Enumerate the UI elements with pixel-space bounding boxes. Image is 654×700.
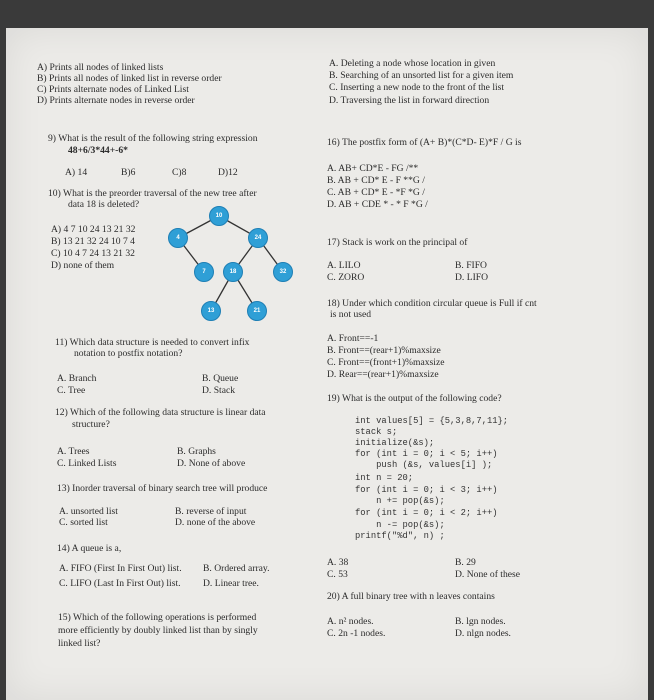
tree-node-21: 21 <box>247 301 267 321</box>
right-option-a: A. Deleting a node whose location in given <box>329 58 496 69</box>
q17-question: 17) Stack is work on the principal of <box>327 237 468 248</box>
q18-option-d: D. Rear==(rear+1)%maxsize <box>327 369 439 380</box>
q19-option-c: C. 53 <box>327 569 348 580</box>
tree-node-24: 24 <box>248 228 268 248</box>
q12-option-c: C. Linked Lists <box>57 458 117 469</box>
q15-line2: more efficiently by doubly linked list than by singly <box>58 625 258 636</box>
q16-option-c: C. AB + CD* E - *F *G / <box>327 187 425 198</box>
q17-option-c: C. ZORO <box>327 272 365 283</box>
q16-option-d: D. AB + CDE * - * F *G / <box>327 199 428 210</box>
q9-option-a: A) 14 <box>65 167 88 178</box>
q9-expression: 48+6/3*44+-6* <box>68 145 128 156</box>
q14-option-a: A. FIFO (First In First Out) list. <box>59 563 182 574</box>
q19-code-line: initialize(&s); <box>355 438 435 448</box>
q17-option-d: D. LIFO <box>455 272 489 283</box>
q13-option-a: A. unsorted list <box>59 506 118 517</box>
q19-code-line: int n = 20; <box>355 473 414 483</box>
option-d: D) Prints alternate nodes in reverse order <box>37 95 195 106</box>
q15-line1: 15) Which of the following operations is performed <box>58 612 257 623</box>
q18-option-a: A. Front==-1 <box>327 333 379 344</box>
q19-code-line: int values[5] = {5,3,8,7,11}; <box>355 416 509 426</box>
q9-option-c: C)8 <box>172 167 187 178</box>
q14-option-c: C. LIFO (Last In First Out) list. <box>59 578 181 589</box>
right-option-d: D. Traversing the list in forward direction <box>329 95 490 106</box>
q14-option-b: B. Ordered array. <box>203 563 270 574</box>
q9-question: 9) What is the result of the following string expression <box>48 133 258 144</box>
q20-option-b: B. lgn nodes. <box>455 616 506 627</box>
q12-line2: structure? <box>72 419 110 430</box>
q13-option-b: B. reverse of input <box>175 506 247 517</box>
q20-option-c: C. 2n -1 nodes. <box>327 628 386 639</box>
q19-code-line: stack s; <box>355 427 398 437</box>
tree-node-13: 13 <box>201 301 221 321</box>
q9-option-d: D)12 <box>218 167 238 178</box>
q20-option-d: D. nlgn nodes. <box>455 628 511 639</box>
q19-code-line: printf("%d", n) ; <box>355 531 445 541</box>
q12-option-a: A. Trees <box>57 446 90 457</box>
q13-question: 13) Inorder traversal of binary search tree will produce <box>57 483 268 494</box>
q11-option-c: C. Tree <box>57 385 86 396</box>
q14-question: 14) A queue is a, <box>57 543 122 554</box>
q10-option-a: A) 4 7 10 24 13 21 32 <box>51 224 136 235</box>
q10-option-b: B) 13 21 32 24 10 7 4 <box>51 236 135 247</box>
q19-code-line: n -= pop(&s); <box>355 520 445 530</box>
q16-question: 16) The postfix form of (A+ B)*(C*D- E)*F / G is <box>327 137 522 148</box>
q19-option-d: D. None of these <box>455 569 521 580</box>
option-c: C) Prints alternate nodes of Linked List <box>37 84 189 95</box>
q10-line1: 10) What is the preorder traversal of the new tree after <box>48 188 257 199</box>
right-option-b: B. Searching of an unsorted list for a given item <box>329 70 514 81</box>
q17-option-a: A. LILO <box>327 260 361 271</box>
q19-option-a: A. 38 <box>327 557 349 568</box>
q9-option-b: B)6 <box>121 167 136 178</box>
q10-line2: data 18 is deleted? <box>68 199 140 210</box>
q20-option-a: A. n² nodes. <box>327 616 374 627</box>
q18-line2: is not used <box>330 309 372 320</box>
option-a: A) Prints all nodes of linked lists <box>37 62 164 73</box>
q12-line1: 12) Which of the following data structure is linear data <box>55 407 266 418</box>
tree-node-4: 4 <box>168 228 188 248</box>
tree-node-10: 10 <box>209 206 229 226</box>
q12-option-b: B. Graphs <box>177 446 216 457</box>
tree-node-18: 18 <box>223 262 243 282</box>
q19-code-line: n += pop(&s); <box>355 496 445 506</box>
q13-option-c: C. sorted list <box>59 517 108 528</box>
q19-code-line: push (&s, values[i] ); <box>355 460 493 470</box>
q10-option-d: D) none of them <box>51 260 115 271</box>
right-option-c: C. Inserting a new node to the front of the list <box>329 82 505 93</box>
q11-line1: 11) Which data structure is needed to convert infix <box>55 337 250 348</box>
q12-option-d: D. None of above <box>177 458 246 469</box>
q16-option-a: A. AB+ CD*E - FG /** <box>327 163 419 174</box>
q19-question: 19) What is the output of the following code? <box>327 393 502 404</box>
q10-option-c: C) 10 4 7 24 13 21 32 <box>51 248 135 259</box>
q14-option-d: D. Linear tree. <box>203 578 259 589</box>
q11-line2: notation to postfix notation? <box>74 348 183 359</box>
q13-option-d: D. none of the above <box>175 517 256 528</box>
q19-code-line: for (int i = 0; i < 2; i++) <box>355 508 498 518</box>
q11-option-a: A. Branch <box>57 373 97 384</box>
q16-option-b: B. AB + CD* E - F **G / <box>327 175 425 186</box>
q17-option-b: B. FIFO <box>455 260 487 271</box>
option-b: B) Prints all nodes of linked list in reverse order <box>37 73 222 84</box>
q19-code-line: for (int i = 0; i < 5; i++) <box>355 449 498 459</box>
q15-line3: linked list? <box>58 638 101 649</box>
q11-option-d: D. Stack <box>202 385 236 396</box>
tree-node-7: 7 <box>194 262 214 282</box>
q18-option-c: C. Front==(front+1)%maxsize <box>327 357 445 368</box>
q18-line1: 18) Under which condition circular queue is Full if cnt <box>327 298 537 309</box>
q11-option-b: B. Queue <box>202 373 239 384</box>
q20-question: 20) A full binary tree with n leaves contains <box>327 591 495 602</box>
q19-code-line: for (int i = 0; i < 3; i++) <box>355 485 498 495</box>
tree-node-32: 32 <box>273 262 293 282</box>
q19-option-b: B. 29 <box>455 557 476 568</box>
q18-option-b: B. Front==(rear+1)%maxsize <box>327 345 441 356</box>
